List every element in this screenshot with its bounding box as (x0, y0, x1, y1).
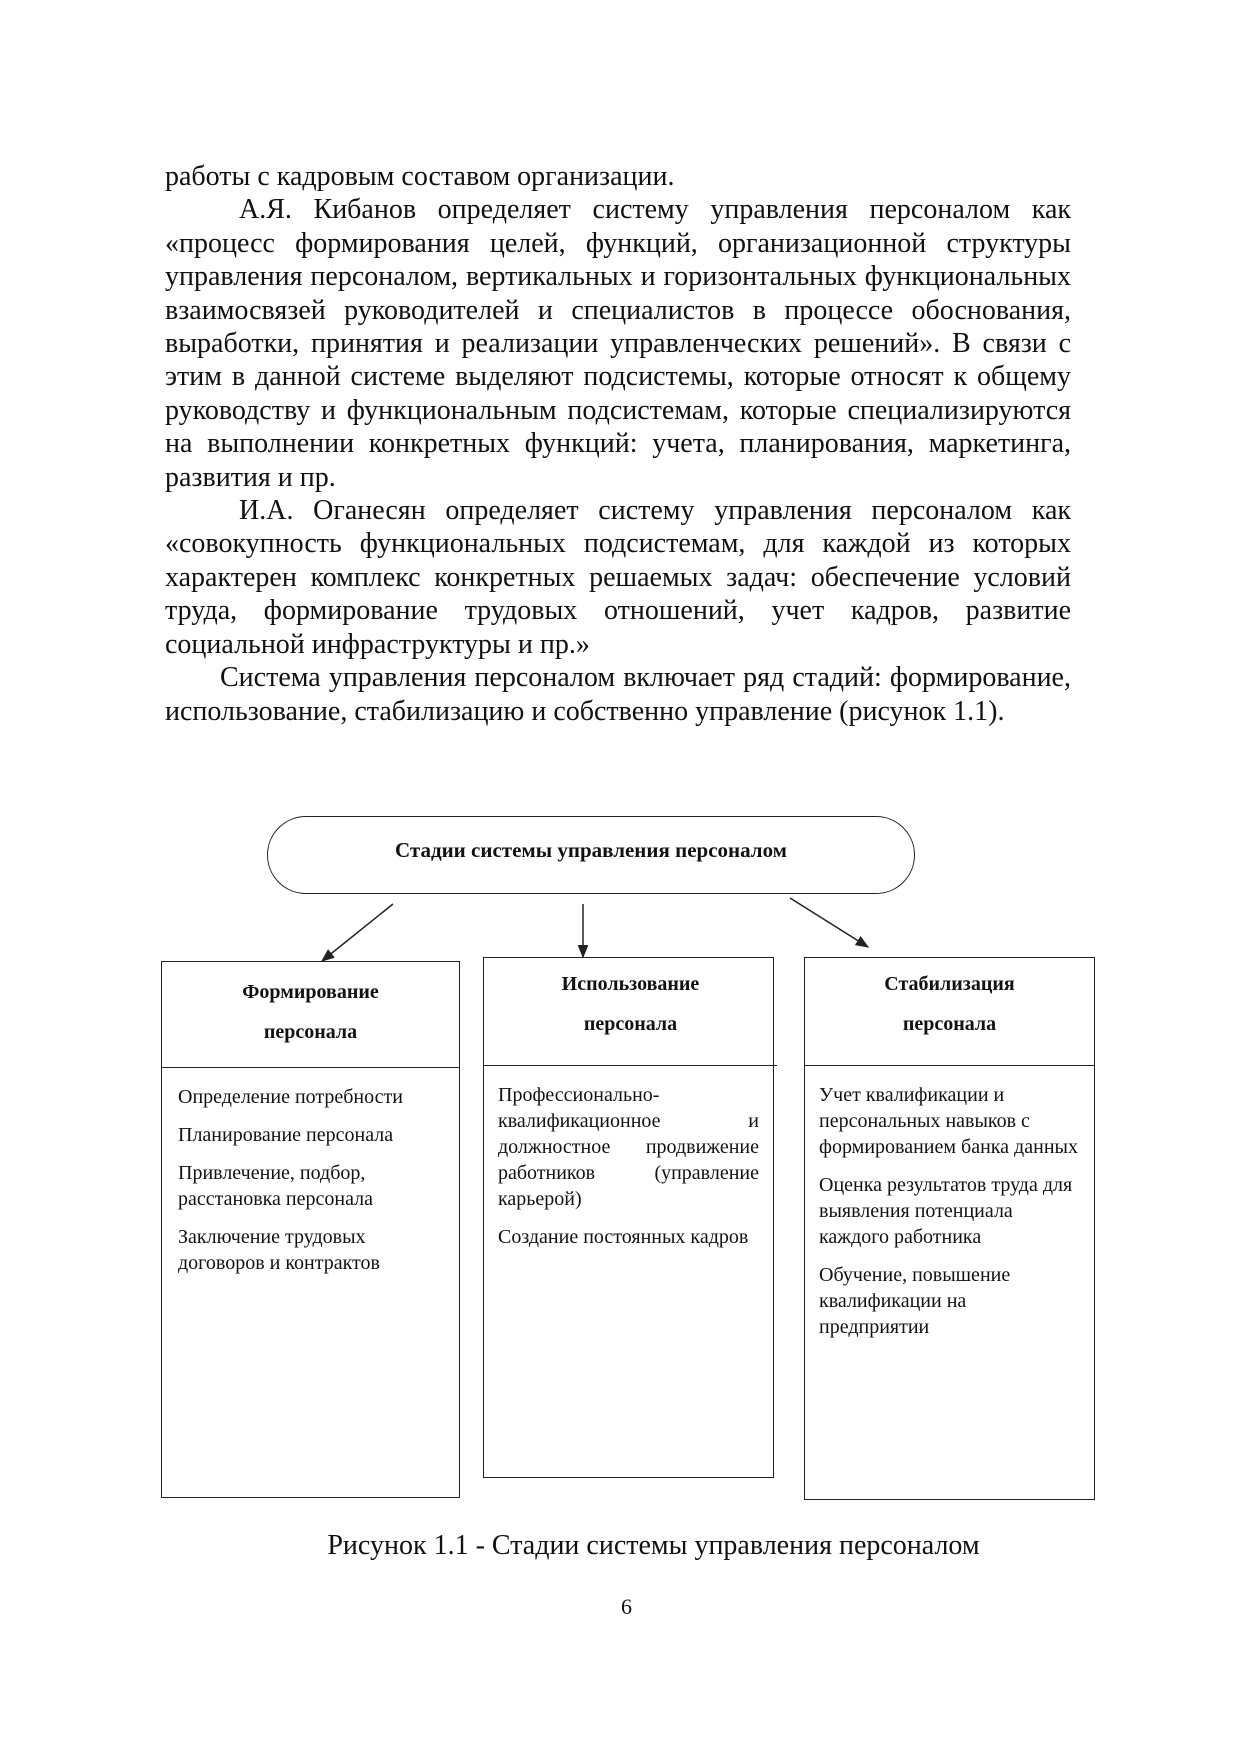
stage-box-header (484, 958, 777, 1066)
stage-box-formation (161, 961, 460, 1498)
stage-box-header (162, 962, 459, 1068)
paragraph-stages: Система управления персоналом включает ряд стадий: формирование, использование, стабилизацию и собственно управление (рисунок 1.1). (165, 662, 1071, 727)
stage-box-body (178, 1084, 445, 1288)
stage-title: Использование (561, 973, 700, 995)
stage-item: Определение потребности (178, 1086, 403, 1108)
stage-box-body (819, 1082, 1080, 1352)
diagram-root-title: Стадии системы управления персоналом (394, 837, 787, 862)
stage-item: Учет квалификации и персональных навыков с формированием банка данных (819, 1084, 1078, 1158)
stage-box-usage (483, 957, 774, 1478)
paragraph-kibanov: А.Я. Кибанов определяет систему управления персоналом как «процесс формирования целей, функций, организационной структуры управления персоналом, вертикальных и горизонтальных функциональных взаимосвязей руководителей и специалистов в процессе обоснования, выработки, принятия и реализации управленческих решений». В связи с этим в данной системе выделяют подсистемы, которые относят к общему руководству и функциональным подсистемам, которые специализируются на выполнении конкретных функций: учета, планирования, маркетинга, развития и пр. (165, 194, 1071, 493)
arrow-to-stabilization (790, 898, 868, 947)
stage-box-body (498, 1082, 759, 1262)
stage-item: Привлечение, подбор, расстановка персонала (178, 1162, 373, 1210)
paragraph-oganesyan: И.А. Оганесян определяет систему управления персоналом как «совокупность функциональных подсистемам, для каждой из которых характерен комплекс конкретных решаемых задач: обеспечение условий труда, формирование трудовых отношений, учет кадров, развитие социальной инфраструктуры и пр.» (165, 495, 1071, 660)
stage-title: персонала (583, 1013, 678, 1035)
figure-caption: Рисунок 1.1 - Стадии системы управления персоналом (327, 1530, 980, 1561)
diagram-root-node (267, 816, 915, 894)
stage-item: Заключение трудовых договоров и контрактов (178, 1226, 380, 1274)
stage-box-header (805, 958, 1094, 1066)
arrow-to-formation (322, 904, 393, 961)
stage-title: Формирование (242, 981, 379, 1003)
stage-item: Обучение, повышение квалификации на предприятии (819, 1264, 1011, 1338)
stage-item: Планирование персонала (178, 1124, 394, 1146)
stage-title: персонала (902, 1013, 997, 1035)
page-number: 6 (621, 1594, 632, 1619)
paragraph-continuation: работы с кадровым составом организации. (165, 161, 675, 192)
stage-box-stabilization (804, 957, 1095, 1500)
stage-title: персонала (263, 1021, 358, 1043)
stage-item: Профессионально-квалификационное и должностное продвижение работников (управление карьерой) (498, 1084, 759, 1210)
stage-item: Создание постоянных кадров (498, 1226, 749, 1248)
stage-item: Оценка результатов труда для выявления потенциала каждого работника (819, 1174, 1073, 1248)
stage-title: Стабилизация (884, 973, 1015, 995)
